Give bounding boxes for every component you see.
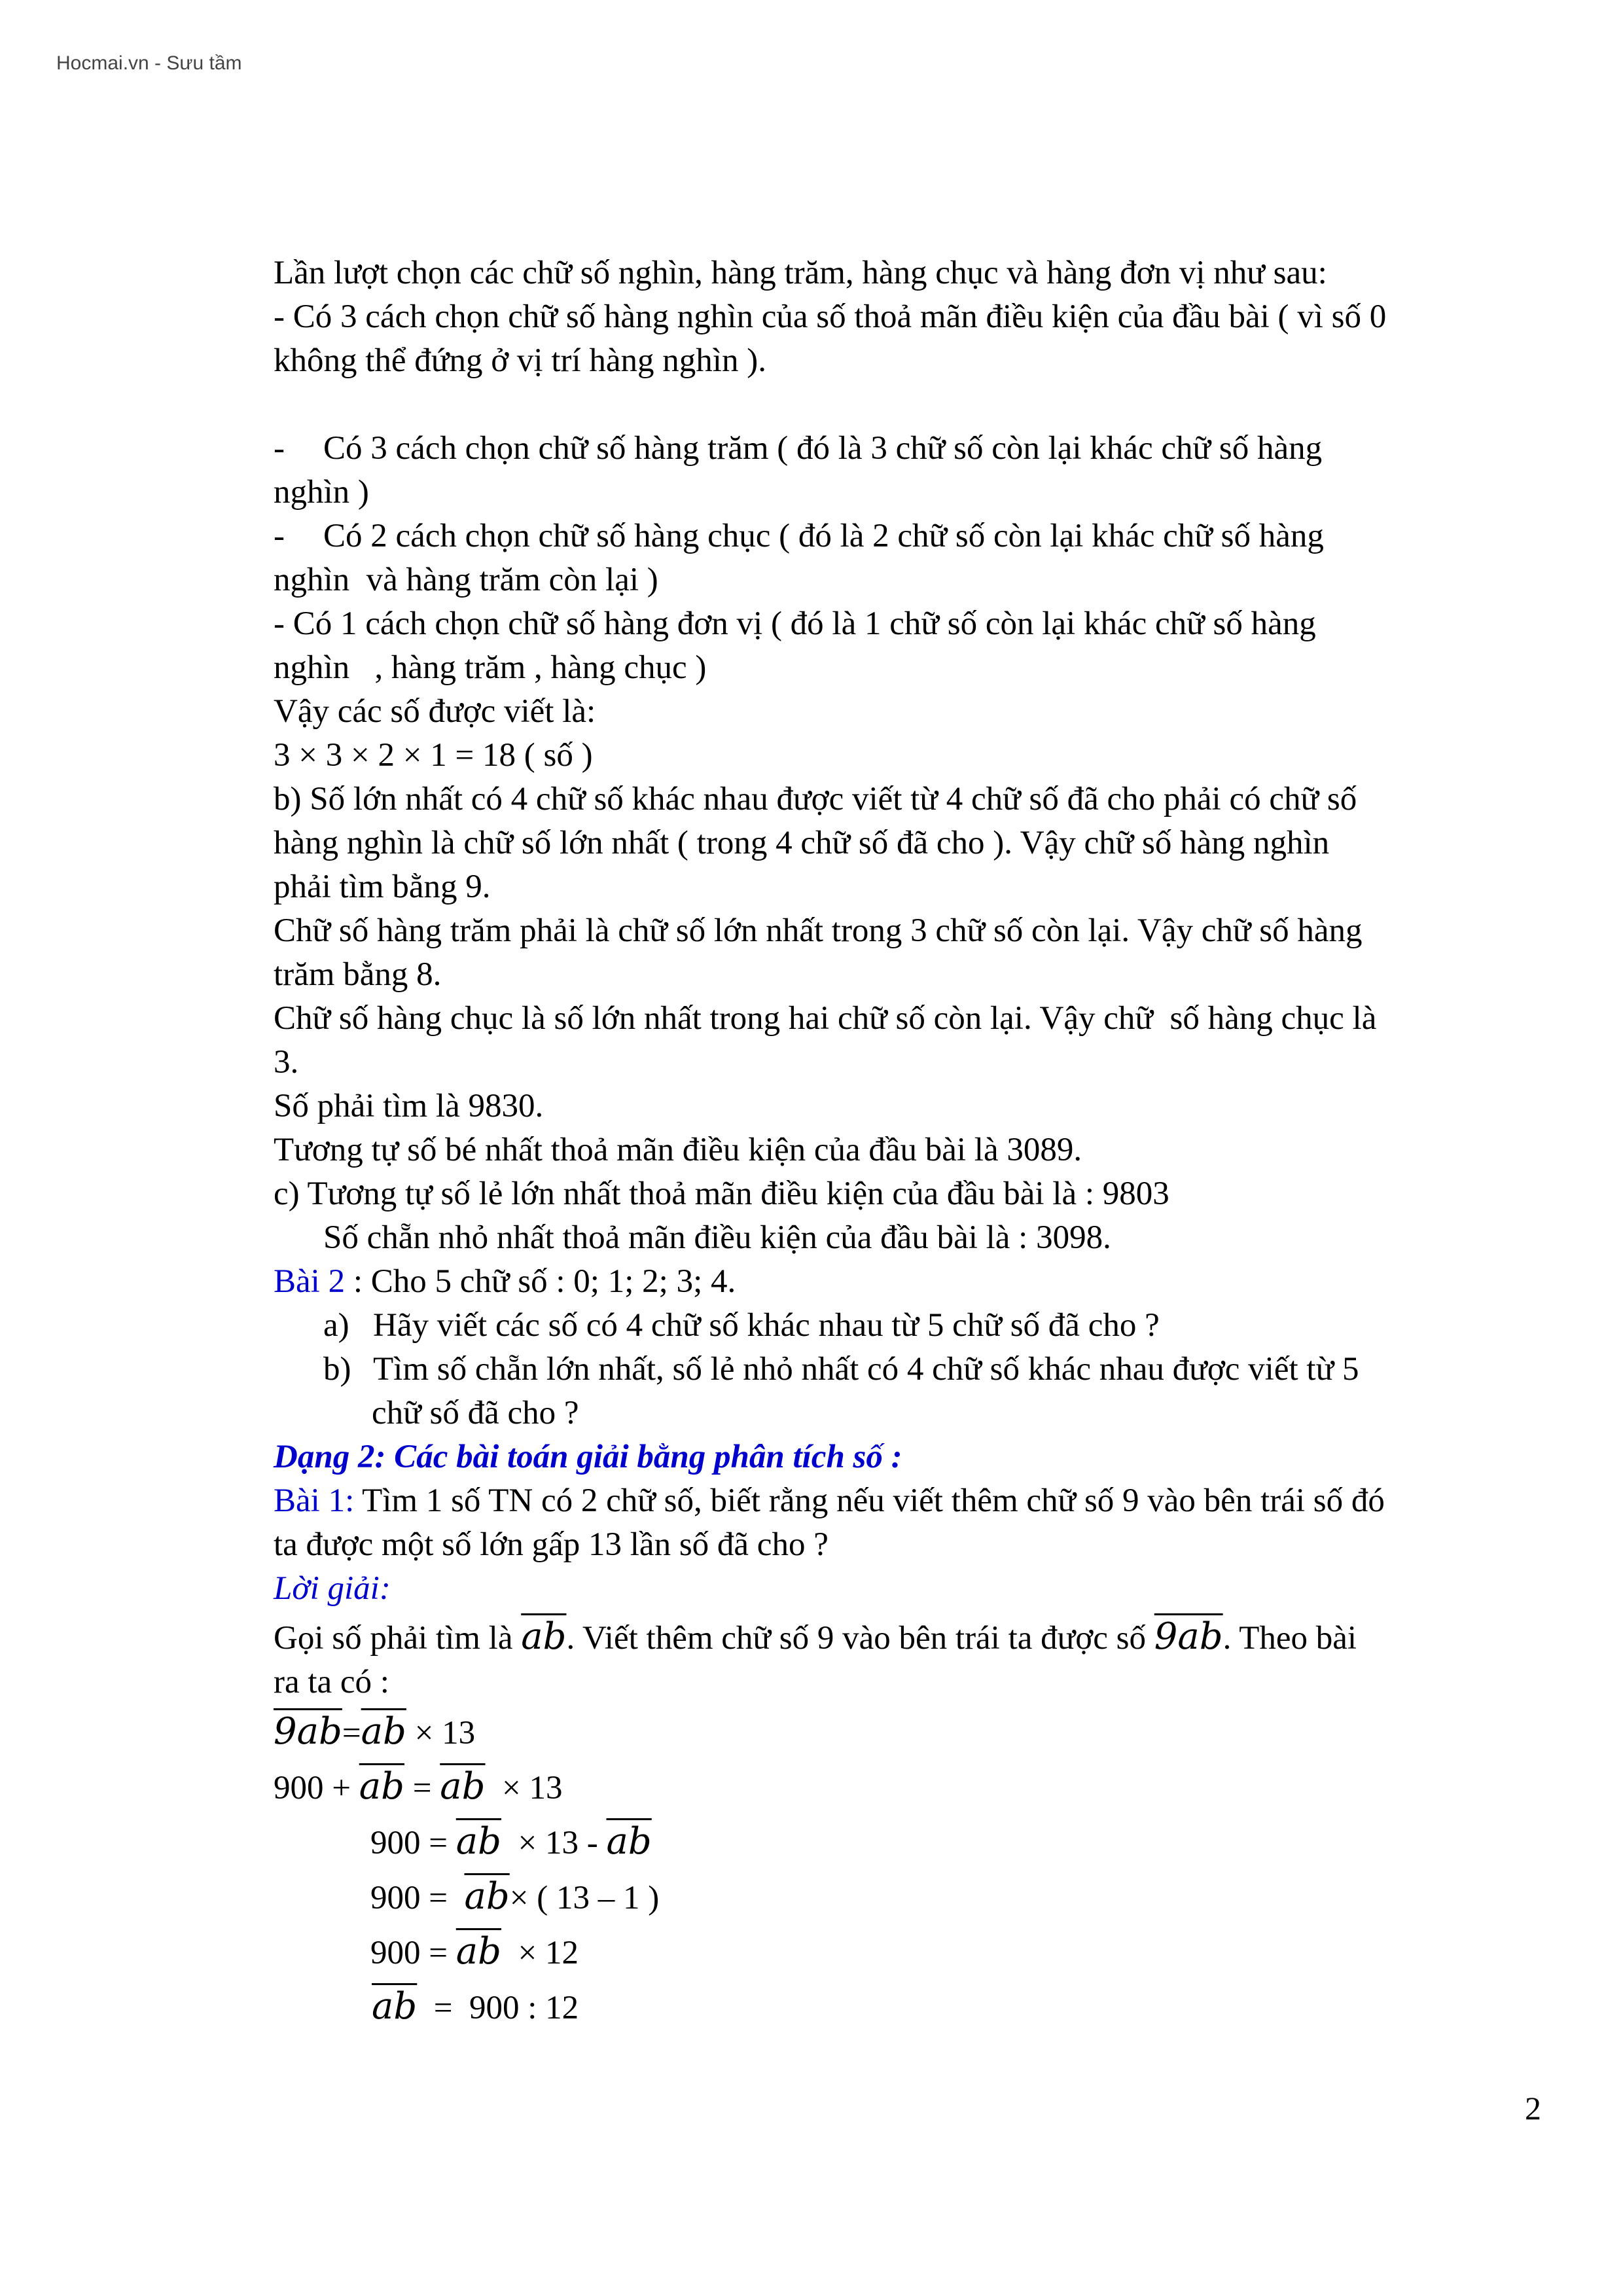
number-ab: $\overline{ab}$ — [455, 1820, 501, 1863]
text-line: Tương tự số bé nhất thoả mãn điều kiện của đầu bài là 3089. — [274, 1132, 1082, 1168]
equation-line — [274, 1759, 1556, 1814]
text-segment: . Viết thêm chữ số 9 vào bên trái ta được số — [566, 1620, 1154, 1657]
document-body — [274, 251, 1556, 2034]
solution-label: Lời giải: — [274, 1570, 391, 1607]
eq-segment: × 13 — [406, 1715, 476, 1751]
page-header: Hocmai.vn - Sưu tầm — [56, 52, 242, 74]
number-ab: $\overline{ab}$ — [521, 1615, 567, 1658]
number-ab: $\overline{ab}$ — [372, 1985, 418, 2028]
equation-line — [274, 1704, 1556, 1759]
eq-segment: × 13 — [485, 1770, 563, 1806]
exercise-title — [274, 1260, 1556, 1304]
eq-segment: 900 = — [370, 1825, 456, 1861]
text-line: Có 2 cách chọn chữ số hàng chục ( đó là 2 chữ số còn lại khác chữ số hàng — [323, 518, 1324, 554]
eq-segment: × 13 - — [501, 1825, 607, 1861]
number-ab: $\overline{ab}$ — [606, 1820, 652, 1863]
text-segment: Gọi số phải tìm là — [274, 1620, 522, 1657]
number-ab: $\overline{ab}$ — [359, 1765, 404, 1808]
text-line: - Có 1 cách chọn chữ số hàng đơn vị ( đó là 1 chữ số còn lại khác chữ số hàng — [274, 605, 1316, 642]
eq-segment: 900 = — [370, 1880, 465, 1916]
text-line: - Có 3 cách chọn chữ số hàng nghìn của số thoả mãn điều kiện của đầu bài ( vì số 0 — [274, 298, 1387, 335]
bullet-dash: - — [274, 430, 285, 467]
text-line: Số phải tìm là 9830. — [274, 1088, 544, 1124]
text-line: b) Số lớn nhất có 4 chữ số khác nhau được viết từ 4 chữ số đã cho phải có chữ số — [274, 781, 1357, 817]
text-line: Hãy viết các số có 4 chữ số khác nhau từ 5 chữ số đã cho ? — [373, 1307, 1160, 1344]
text-line: Có 3 cách chọn chữ số hàng trăm ( đó là 3 chữ số còn lại khác chữ số hàng — [323, 430, 1323, 467]
eq-segment: 900 = — [370, 1935, 456, 1971]
text-line: trăm bằng 8. — [274, 956, 442, 993]
text-line: nghìn , hàng trăm , hàng chục ) — [274, 649, 707, 686]
eq-segment: = — [404, 1770, 440, 1806]
text-line: Tìm 1 số TN có 2 chữ số, biết rằng nếu viết thêm chữ số 9 vào bên trái số đó — [354, 1482, 1385, 1519]
eq-segment: = 900 : 12 — [417, 1990, 579, 2026]
text-line: Vậy các số được viết là: — [274, 693, 596, 730]
list-item — [274, 1304, 1556, 1348]
text-line: ra ta có : — [274, 1664, 389, 1700]
bullet-dash: - — [274, 518, 285, 554]
text-line: Số chẵn nhỏ nhất thoả mãn điều kiện của đầu bài là : 3098. — [323, 1219, 1111, 1256]
text-line: 3. — [274, 1044, 299, 1081]
list-marker: a) — [323, 1307, 349, 1344]
eq-segment: × ( 13 – 1 ) — [509, 1880, 660, 1916]
number-ab: $\overline{ab}$ — [361, 1710, 406, 1753]
list-item — [274, 427, 1556, 471]
text-line: nghìn và hàng trăm còn lại ) — [274, 562, 658, 598]
equation-line — [274, 1979, 1556, 2034]
text-line: Tìm số chẵn lớn nhất, số lẻ nhỏ nhất có 4 chữ số khác nhau được viết từ 5 — [373, 1351, 1359, 1388]
exercise-label: Bài 2 — [274, 1263, 346, 1300]
text-line: hàng nghìn là chữ số lớn nhất ( trong 4 chữ số đã cho ). Vậy chữ số hàng nghìn — [274, 825, 1330, 861]
equation-line — [274, 1924, 1556, 1979]
text-line: : Cho 5 chữ số : 0; 1; 2; 3; 4. — [345, 1263, 736, 1300]
number-9ab: 9ab — [274, 1710, 342, 1753]
text-line: nghìn ) — [274, 474, 369, 511]
exercise-label: Bài 1: — [274, 1482, 355, 1519]
text-line: chữ số đã cho ? — [372, 1395, 579, 1431]
list-item — [274, 1348, 1556, 1391]
number-9ab: 9ab — [1154, 1615, 1223, 1658]
text-line: Lần lượt chọn các chữ số nghìn, hàng trăm, hàng chục và hàng đơn vị như sau: — [274, 255, 1327, 291]
text-line — [274, 1611, 1556, 1660]
text-line: ta được một số lớn gấp 13 lần số đã cho ? — [274, 1526, 829, 1563]
section-heading: Dạng 2: Các bài toán giải bằng phân tích số : — [274, 1439, 902, 1475]
page-number: 2 — [1525, 2090, 1541, 2126]
eq-segment: 900 + — [274, 1770, 359, 1806]
text-line: Chữ số hàng chục là số lớn nhất trong hai chữ số còn lại. Vậy chữ số hàng chục là — [274, 1000, 1377, 1037]
exercise-title — [274, 1479, 1556, 1523]
equation-line — [274, 1814, 1556, 1869]
eq-segment: × 12 — [501, 1935, 579, 1971]
text-line: c) Tương tự số lẻ lớn nhất thoả mãn điều kiện của đầu bài là : 9803 — [274, 1175, 1169, 1212]
number-ab: $\overline{ab}$ — [455, 1930, 501, 1973]
text-line: Chữ số hàng trăm phải là chữ số lớn nhất trong 3 chữ số còn lại. Vậy chữ số hàng — [274, 912, 1363, 949]
text-line: 3 × 3 × 2 × 1 = 18 ( số ) — [274, 737, 593, 774]
number-ab: $\overline{ab}$ — [440, 1765, 486, 1808]
equation-line — [274, 1869, 1556, 1924]
text-line: phải tìm bằng 9. — [274, 869, 491, 905]
eq-segment: = — [342, 1715, 361, 1751]
list-item — [274, 514, 1556, 558]
list-marker: b) — [323, 1351, 351, 1388]
text-line: không thể đứng ở vị trí hàng nghìn ). — [274, 342, 766, 379]
text-segment: . Theo bài — [1222, 1620, 1357, 1657]
number-ab: $\overline{ab}$ — [464, 1875, 510, 1918]
